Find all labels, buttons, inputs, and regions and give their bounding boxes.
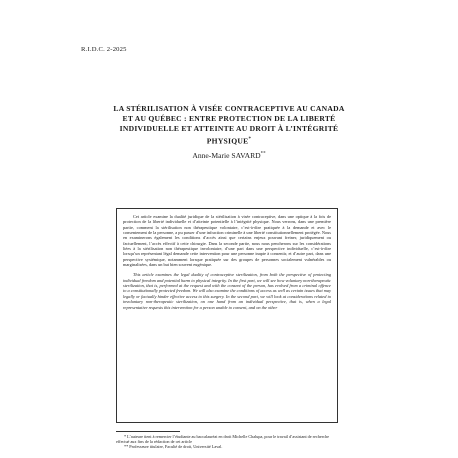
- article-title: [110, 104, 348, 146]
- title-footnote-mark[interactable]: *: [248, 136, 252, 142]
- author-footnote-mark[interactable]: **: [260, 151, 266, 157]
- footnotes: [116, 434, 338, 450]
- footnote-1: * L’auteure tient à remercier l’étudiante au baccalauréat en droit Michelle Chalupa, pour le travail d’assistant de recherche effectué aux fins de la rédaction de cet article: [116, 434, 329, 445]
- footnote-2: ** Professeure titulaire, Faculté de droit, Université Laval.: [124, 444, 223, 450]
- journal-reference: R.I.D.C. 2-2025: [81, 46, 127, 53]
- abstract-box: [116, 208, 338, 423]
- author-name-text: Anne-Marie SAVARD: [192, 151, 261, 160]
- author-name: [110, 151, 348, 160]
- article-title-text: LA STÉRILISATION À VISÉE CONTRACEPTIVE AU CANADA ET AU QUÉBEC : ENTRE PROTECTION DE LA LIBERTÉ INDIVIDUELLE ET ATTEINTE AU DROIT À L’INTÉGRITÉ PHYSIQUE: [113, 104, 345, 146]
- abstract-french: Cet article examine la dualité juridique de la stérilisation à visée contraceptive, dans une optique à la fois de protection de la liberté individuelle et d’atteinte potentielle à l’intégrité physique. Nous verrons, dans une première partie, comment la stérilisation non thérapeutique volontaire, c’est-à-dire pratiquée à la demande et avec le consentement de la personne, a pu passer d’une infraction criminelle à une liberté constitutionnellement protégée. Nous en examinerons également les conditions d’accès ainsi que certains enjeux pouvant freiner, juridiquement ou factuellement, l’accès effectif à cette chirurgie. Dans la seconde partie, nous nous pencherons sur les considérations liées à la stérilisation non thérapeutique involontaire, d’une part dans une perspective individuelle, c’est-à-dire lorsqu’un représentant légal demande cette intervention pour une personne inapte à consentir, et d’autre part, dans une perspective systémique, notamment lorsque pratiquée sur des groupes de personnes socialement vulnérables ou marginalisées, dans un but bien souvent eugénique.: [123, 214, 331, 268]
- footnote-divider: [116, 431, 180, 432]
- abstract-english: This article examines the legal duality of contraceptive sterilization, from both the perspective of protecting individual freedom and potential harm to physical integrity. In the first part, we will see how voluntary non-therapeutic sterilization, that is, performed at the request and with the consent of the person, has evolved from a criminal offence to a constitutionally protected freedom. We will also examine the conditions of access as well as certain issues that may legally or factually hinder effective access to this surgery. In the second part, we will look at considerations related to involuntary non-therapeutic sterilization, on one hand from an individual perspective, that is, when a legal representative requests this intervention for a person unable to consent, and on the other: [123, 272, 331, 310]
